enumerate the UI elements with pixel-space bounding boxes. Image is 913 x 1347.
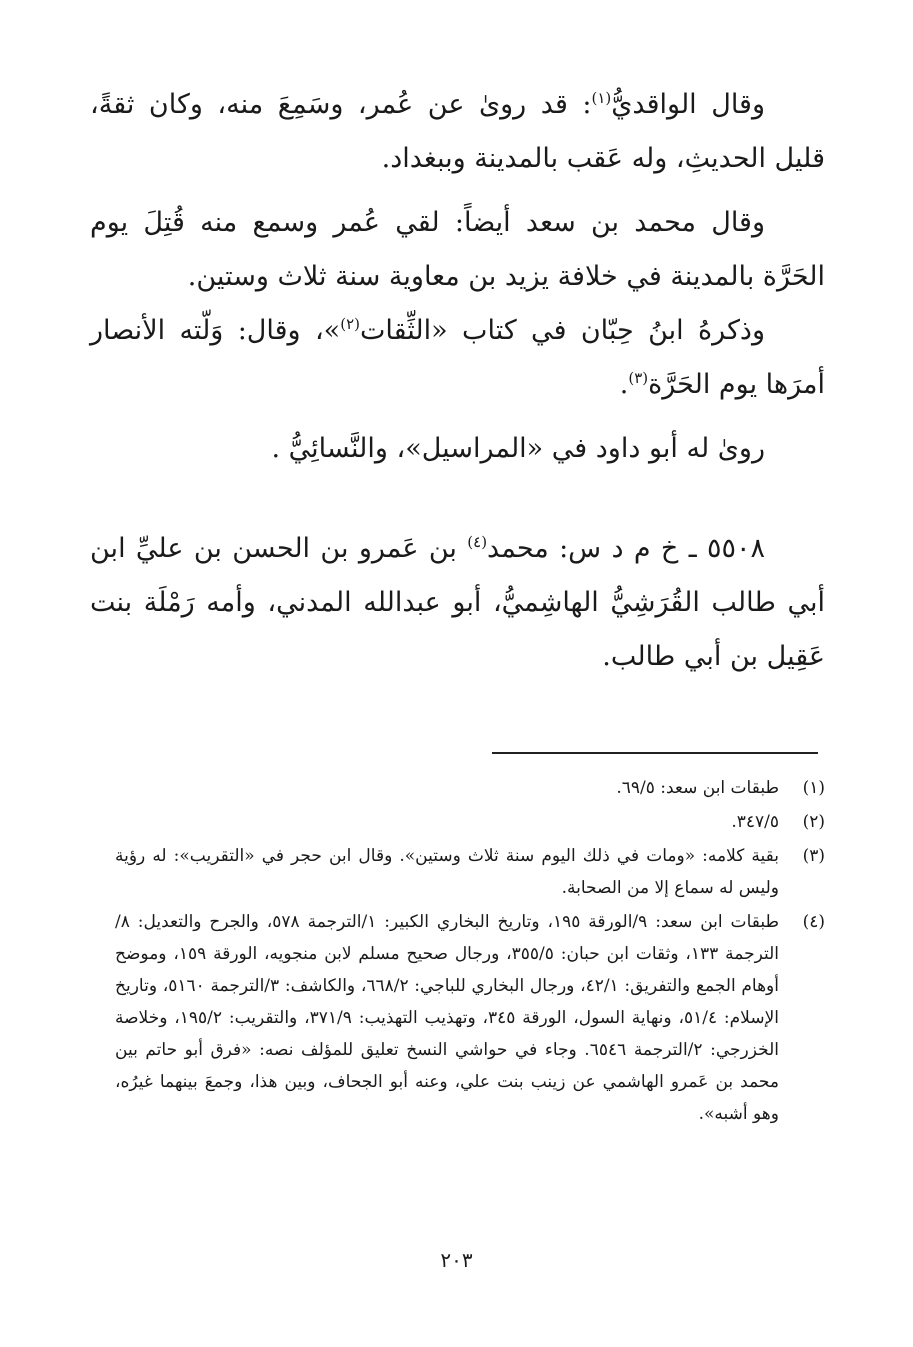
paragraph-waqidi: وقال الواقديُّ$^{(١)}$: قد روىٰ عن عُمر، وسَمِعَ منه، وكان ثقةً، قليل الحديثِ، وله عَقب بالمدينة وببغداد. <box>90 89 825 174</box>
footnote-number: (٢) <box>802 812 825 832</box>
main-text <box>90 78 825 684</box>
paragraph-riwaya: روىٰ له أبو داود في «المراسيل»، والنَّسائِيُّ . <box>271 433 765 464</box>
footnotes <box>115 772 825 1132</box>
footnote-number: (٣) <box>802 846 825 866</box>
footnote-text: بقية كلامه: «ومات في ذلك اليوم سنة ثلاث وستين». وقال ابن حجر في «التقريب»: له رؤية وليس له سماع إلا من الصحابة. <box>115 846 779 898</box>
footnote-separator <box>492 752 818 754</box>
footnote-ref-1[interactable]: (١) <box>591 89 612 107</box>
footnote-ref-2[interactable]: (٢) <box>340 315 360 333</box>
footnote-text: طبقات ابن سعد: ٩/الورقة ١٩٥، وتاريخ البخاري الكبير: ١/الترجمة ٥٧٨، والجرح والتعديل: ٨/الترجمة ١٣٣، وثقات ابن حبان: ٣٥٥/٥، ورجال صحيح مسلم لابن منجويه، الورقة ١٥٩، وموضح أوهام الجمع والتفريق: ٤٢/١، ورجال البخاري للباجي: ٦٦٨/٢، والكاشف: ٣/الترجمة ٥١٦٠، وتاريخ الإسلام: ٥١/٤، ونهاية السول، الورقة ٣٤٥، وتهذيب التهذيب: ٣٧١/٩، والتقريب: ١٩٥/٢، وخلاصة الخزرجي: ٢/الترجمة ٦٥٤٦. وجاء في حواشي النسخ تعليق للمؤلف نصه: «فرق أبو حاتم بين محمد بن عَمرو الهاشمي عن زينب بنت علي، وعنه أبو الجحاف، وبين هذا، وجمعَ بينهما غيرُه، وهو أشبه». <box>115 912 780 1124</box>
biography-entry-5508: ٥٥٠٨ ـ خ م د س: محمد$^{(٤)}$ بن عَمرو بن الحسن بن عليِّ ابن أبي طالب القُرَشِيُّ الهاشِميُّ، أبو عبدالله المدني، وأمه رَمْلَة بنت عَقِيل بن أبي طالب. <box>90 533 825 672</box>
footnote-number: (٤) <box>802 912 825 932</box>
paragraph-ibn-hibban: وذكرهُ ابنُ حِبّان في كتاب «الثِّقات$^{(٢)}$»، وقال: وَلّته الأنصار أمرَها يوم الحَرَّة$^{(٣)}$. <box>90 315 825 400</box>
footnote-text: ٣٤٧/٥. <box>731 812 779 832</box>
footnote-ref-4[interactable]: (٤) <box>467 533 488 551</box>
paragraph-ibn-saad: وقال محمد بن سعد أيضاً: لقي عُمر وسمع منه قُتِلَ يوم الحَرَّة بالمدينة في خلافة يزيد بن معاوية سنة ثلاث وستين. <box>90 207 825 292</box>
footnote-item <box>115 906 825 1130</box>
footnote-item <box>115 840 825 904</box>
footnote-item <box>115 806 825 838</box>
footnote-ref-3[interactable]: (٣) <box>628 369 649 387</box>
footnote-text: طبقات ابن سعد: ٦٩/٥. <box>616 778 779 798</box>
footnote-item <box>115 772 825 804</box>
footnote-number: (١) <box>802 778 825 798</box>
page-number: ٢٠٣ <box>440 1248 473 1272</box>
